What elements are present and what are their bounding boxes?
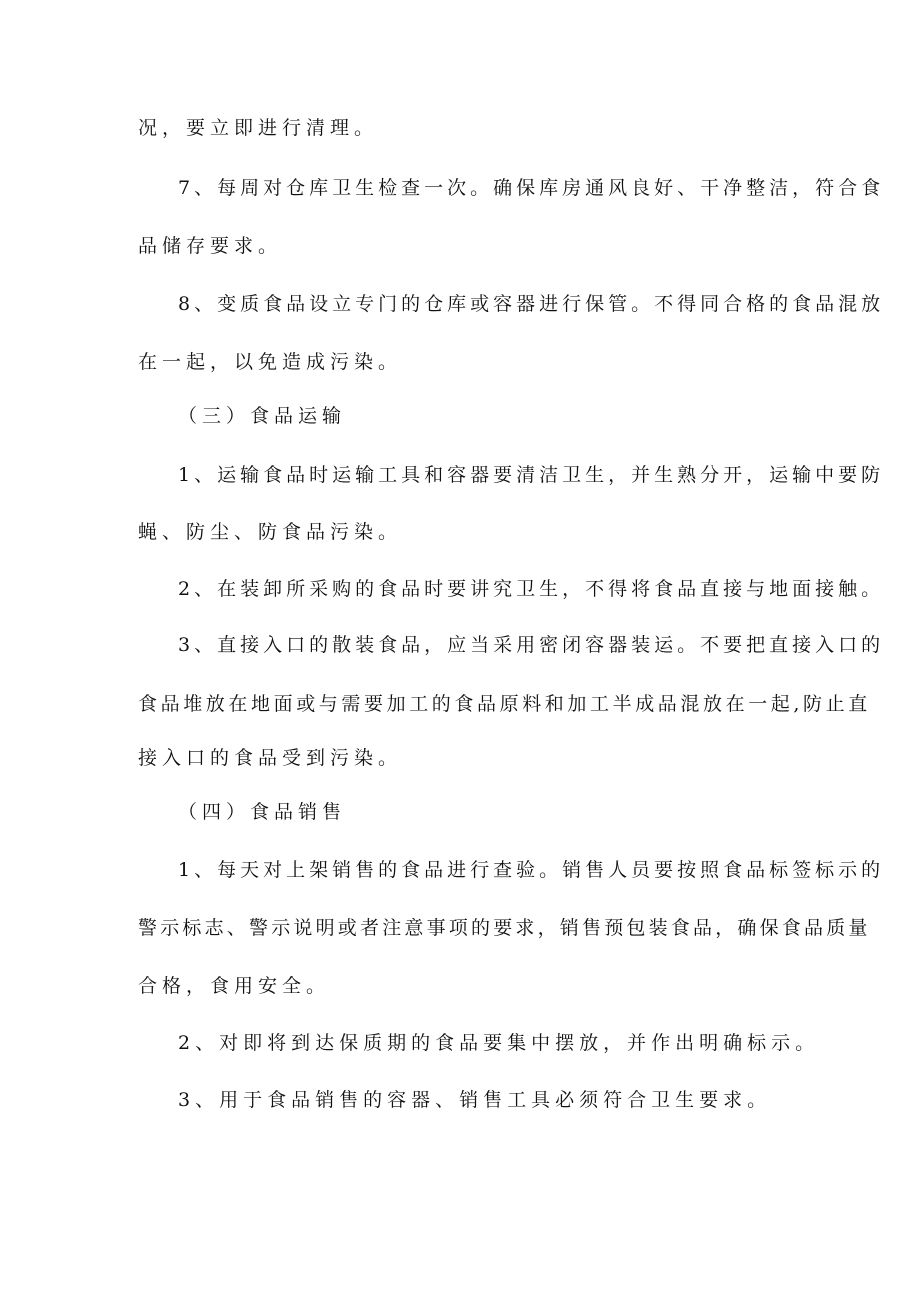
- text-line-8: 蝇、防尘、防食品污染。: [138, 521, 403, 543]
- section-heading-three: （三）食品运输: [178, 405, 347, 427]
- text-line-10: 3、直接入口的散装食品，应当采用密闭容器装运。不要把直接入口的: [178, 634, 885, 656]
- section-heading-four: （四）食品销售: [178, 801, 347, 823]
- text-line-9: 2、在装卸所采购的食品时要讲究卫生，不得将食品直接与地面接触。: [178, 578, 885, 600]
- text-line-1: 况，要立即进行清理。: [138, 117, 379, 139]
- text-line-5: 在一起，以免造成污染。: [138, 351, 403, 373]
- text-line-16: 合格，食用安全。: [138, 975, 331, 997]
- text-line-14: 1、每天对上架销售的食品进行查验。销售人员要按照食品标签标示的: [178, 859, 885, 881]
- text-line-3: 品储存要求。: [138, 235, 283, 257]
- text-line-12: 接入口的食品受到污染。: [138, 747, 403, 769]
- text-line-17: 2、对即将到达保质期的食品要集中摆放，并作出明确标示。: [178, 1032, 820, 1054]
- text-line-4: 8、变质食品设立专门的仓库或容器进行保管。不得同合格的食品混放: [178, 293, 885, 315]
- text-line-7: 1、运输食品时运输工具和容器要清洁卫生，并生熟分开，运输中要防: [178, 464, 885, 486]
- text-line-15: 警示标志、警示说明或者注意事项的要求，销售预包装食品，确保食品质量: [138, 917, 871, 939]
- text-line-18: 3、用于食品销售的容器、销售工具必须符合卫生要求。: [178, 1089, 772, 1111]
- text-line-2: 7、每周对仓库卫生检查一次。确保库房通风良好、干净整洁，符合食: [178, 177, 885, 199]
- text-line-11: 食品堆放在地面或与需要加工的食品原料和加工半成品混放在一起,防止直: [138, 693, 871, 715]
